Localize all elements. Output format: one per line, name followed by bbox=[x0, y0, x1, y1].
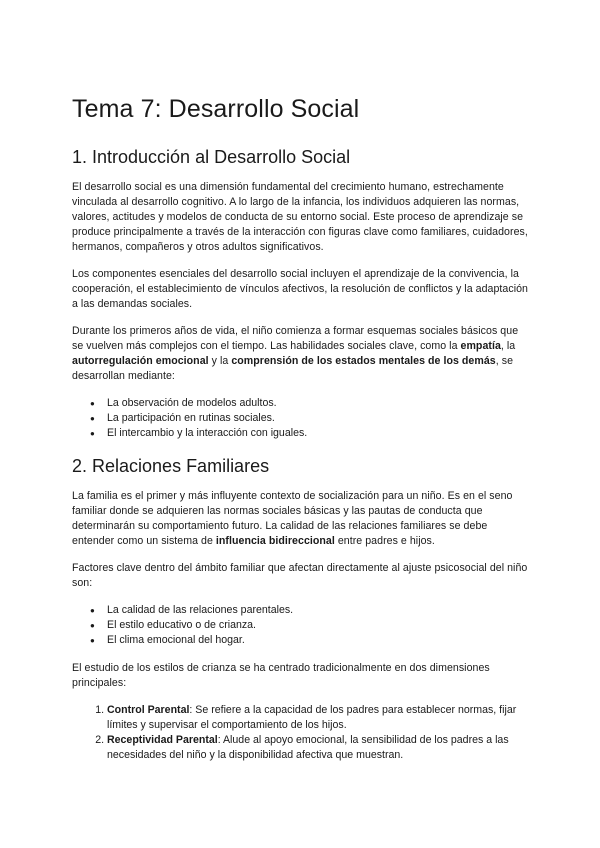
bold-term-receptividad-parental: Receptividad Parental bbox=[107, 734, 218, 746]
list-item bbox=[107, 703, 530, 733]
text-run: La familia es el primer y más influyente contexto de socialización para un niño. Es en el seno familiar donde se adquieren las normas sociales básicas y las pautas de conducta que determinarán su comportamiento futuro. La calidad de las relaciones familiares se debe entender como un sistema de bbox=[72, 490, 513, 547]
bullet-list bbox=[72, 603, 530, 648]
paragraph: Los componentes esenciales del desarrollo social incluyen el aprendizaje de la convivencia, la cooperación, el establecimiento de vínculos afectivos, la resolución de conflictos y la adaptación a las demandas sociales. bbox=[72, 268, 528, 310]
text-run: y la bbox=[208, 355, 232, 367]
bold-term-control-parental: Control Parental bbox=[107, 704, 190, 716]
section-heading-introduccion: 1. Introducción al Desarrollo Social bbox=[72, 147, 351, 167]
list-item: ● La participación en rutinas sociales. bbox=[90, 411, 530, 426]
bold-term-empatia: empatía bbox=[460, 340, 501, 352]
document-title: Tema 7: Desarrollo Social bbox=[72, 95, 360, 123]
section-heading-relaciones-familiares: 2. Relaciones Familiares bbox=[72, 456, 270, 476]
bold-term-autorregulacion: autorregulación emocional bbox=[72, 355, 209, 367]
paragraph: El desarrollo social es una dimensión fundamental del crecimiento humano, estrechamente vinculada al desarrollo cognitivo. A lo largo de la infancia, los individuos adquieren las normas, valores, actitudes y modelos de conducta de su entorno social. Este proceso de aprendizaje se produce principalmente a través de la interacción con figuras clave como familiares, cuidadores, hermanos, compañeros y otros adultos significativos. bbox=[72, 181, 528, 253]
text-run: , se desarrollan mediante: bbox=[72, 355, 514, 382]
bold-term-comprension: comprensión de los estados mentales de los demás bbox=[231, 355, 496, 367]
paragraph: Factores clave dentro del ámbito familiar que afectan directamente al ajuste psicosocial del niño son: bbox=[72, 562, 528, 589]
list-item: ● El clima emocional del hogar. bbox=[90, 633, 530, 648]
text-run: : Se refiere a la capacidad de los padres para establecer normas, fijar límites y supervisar el comportamiento de los hijos. bbox=[107, 704, 517, 731]
text-run: , la bbox=[500, 340, 516, 352]
bold-term-influencia: influencia bidireccional bbox=[215, 535, 335, 547]
list-item: ● El intercambio y la interacción con iguales. bbox=[90, 426, 530, 441]
paragraph: El estudio de los estilos de crianza se ha centrado tradicionalmente en dos dimensiones principales: bbox=[72, 662, 490, 689]
text-run: Durante los primeros años de vida, el niño comienza a formar esquemas sociales básicos que se vuelven más complejos con el tiempo. Las habilidades sociales clave, como la bbox=[72, 325, 519, 352]
list-item: ● La calidad de las relaciones parentales. bbox=[90, 603, 530, 618]
document-page bbox=[72, 94, 530, 776]
list-item: ● La observación de modelos adultos. bbox=[90, 396, 530, 411]
list-item: ● El estilo educativo o de crianza. bbox=[90, 618, 530, 633]
bullet-list bbox=[72, 396, 530, 441]
text-run: entre padres e hijos. bbox=[334, 535, 435, 547]
paragraph bbox=[72, 324, 530, 384]
list-item bbox=[107, 733, 530, 763]
paragraph bbox=[72, 489, 530, 549]
text-run: : Alude al apoyo emocional, la sensibilidad de los padres a las necesidades del niño y la disponibilidad afectiva que muestran. bbox=[107, 734, 509, 761]
numbered-list bbox=[72, 703, 530, 763]
